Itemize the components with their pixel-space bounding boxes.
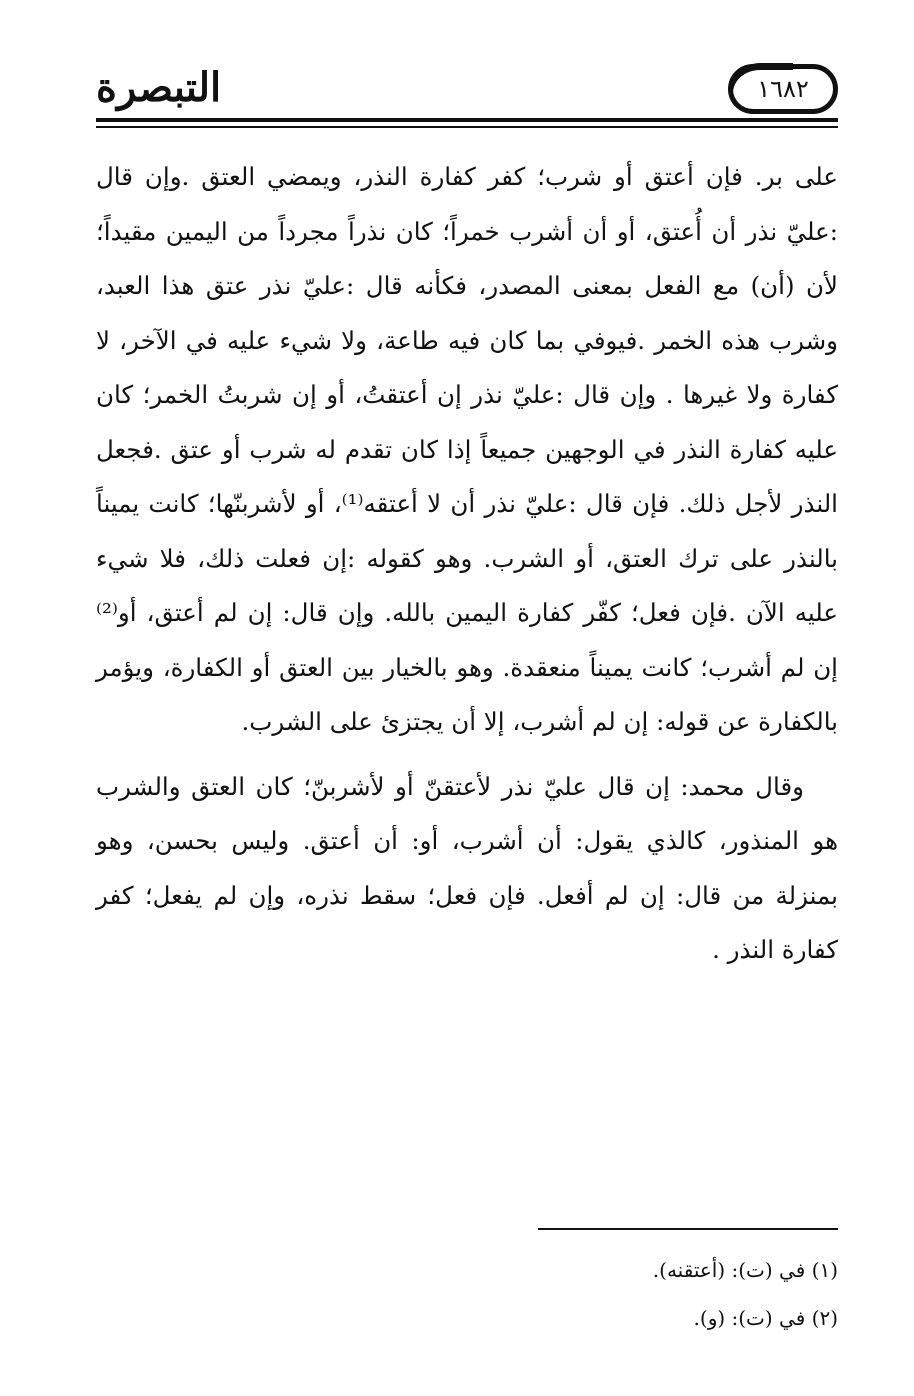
book-title: التبصرة <box>96 64 222 111</box>
page-number-badge <box>728 64 838 114</box>
header-rule-thin <box>96 126 838 128</box>
footnotes <box>96 1246 838 1342</box>
header-rule-thick <box>96 118 838 122</box>
footnote-1: (١) في (ت): (أعتقنه). <box>652 1258 838 1282</box>
paragraph-1: على بر. فإن أعتق أو شرب؛ كفر كفارة النذر، ويمضي العتق .وإن قال :عليّ نذر أن أُعتق، أو أن أشرب خمراً؛ كان نذراً مجرداً من اليمين مقيداً؛ لأن (أن) مع الفعل بمعنى المصدر، فكأنه قال :عليّ نذر عتق هذا العبد، وشرب هذه الخمر .فيوفي بما كان فيه طاعة، ولا شيء عليه في الآخر، لا كفارة ولا غيرها . وإن قال :عليّ نذر إن أعتقتُ، أو إن شربتُ الخمر؛ كان عليه كفارة النذر في الوجهين جميعاً إذا كان تقدم له شرب أو عتق .فجعل النذر لأجل ذلك. فإن قال :عليّ نذر أن لا أعتقه⁽¹⁾، أو لأشربنّها؛ كانت يميناً بالنذر على ترك العتق، أو الشرب. وهو كقوله :إن فعلت ذلك، فلا شيء عليه الآن .فإن فعل؛ كفّر كفارة اليمين بالله. وإن قال: إن لم أعتق، أو⁽²⁾ إن لم أشرب؛ كانت يميناً منعقدة. وهو بالخيار بين العتق أو الكفارة، ويؤمر بالكفارة عن قوله: إن لم أشرب، إلا أن يجتزئ على الشرب. <box>96 162 838 736</box>
footnote-divider <box>538 1228 838 1230</box>
main-text <box>96 150 838 978</box>
page-number: ١٦٨٢ <box>757 75 809 103</box>
paragraph-2: وقال محمد: إن قال عليّ نذر لأعتقنّ أو لأشربنّ؛ كان العتق والشرب هو المنذور، كالذي يقول: أن أشرب، أو: أن أعتق. وليس بحسن، وهو بمنزلة من قال: إن لم أفعل. فإن فعل؛ سقط نذره، وإن لم يفعل؛ كفر كفارة النذر . <box>96 771 838 964</box>
footnote-2: (٢) في (ت): (و). <box>693 1306 838 1330</box>
